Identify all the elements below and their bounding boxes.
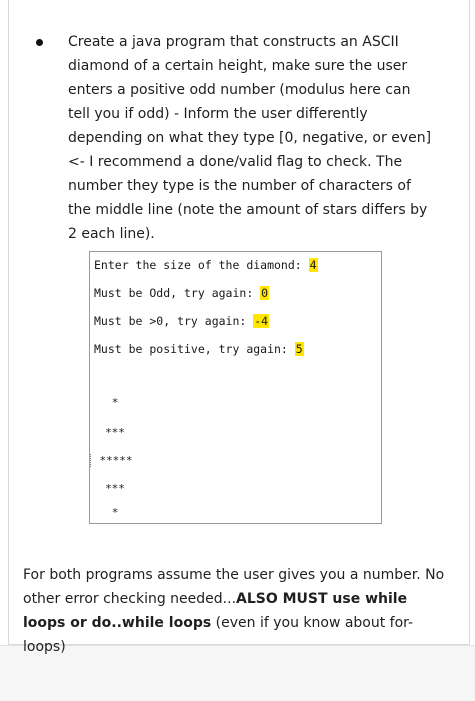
console-line-4 <box>94 342 304 356</box>
bullet-dot-icon <box>36 39 43 46</box>
footer-bold-text: ALSO MUST use while loops or do..while loops <box>23 591 408 631</box>
diamond-row: *** <box>105 482 125 495</box>
console-prompt: Must be >0, try again: <box>94 314 254 328</box>
console-prompt: Must be positive, try again: <box>94 342 295 356</box>
diamond-row: *** <box>105 426 125 439</box>
console-line-3 <box>94 314 269 328</box>
diamond-row: ***** <box>90 454 141 467</box>
console-input: 0 <box>261 286 269 300</box>
console-prompt: Must be Odd, try again: <box>94 286 261 300</box>
bullet-item <box>36 30 436 246</box>
footer-text-1: For both programs assume the user gives you a number. No other error checking needed... <box>23 567 445 607</box>
console-input: -4 <box>254 314 269 328</box>
console-prompt: Enter the size of the diamond: <box>94 258 309 272</box>
console-line-2 <box>94 286 269 300</box>
console-output <box>89 251 382 524</box>
diamond-row: * <box>111 506 119 519</box>
footer-text-2: (even if you know about for-loops) <box>23 615 414 655</box>
console-input: 4 <box>309 258 317 272</box>
console-input: 5 <box>295 342 303 356</box>
bullet-text: Create a java program that constructs an ASCII diamond of a certain height, make sure the user enters a positive odd number (modulus here can tell you if odd) - Inform the user differently depending on what they type [0, negative, or even] <- I recommend a done/valid flag to check. The number they type is the number of characters of the middle line (note the amount of stars differs by 2 each line). <box>68 34 432 242</box>
footer-note <box>23 563 453 659</box>
diamond-row: * <box>111 396 119 409</box>
console-line-1 <box>94 258 318 272</box>
